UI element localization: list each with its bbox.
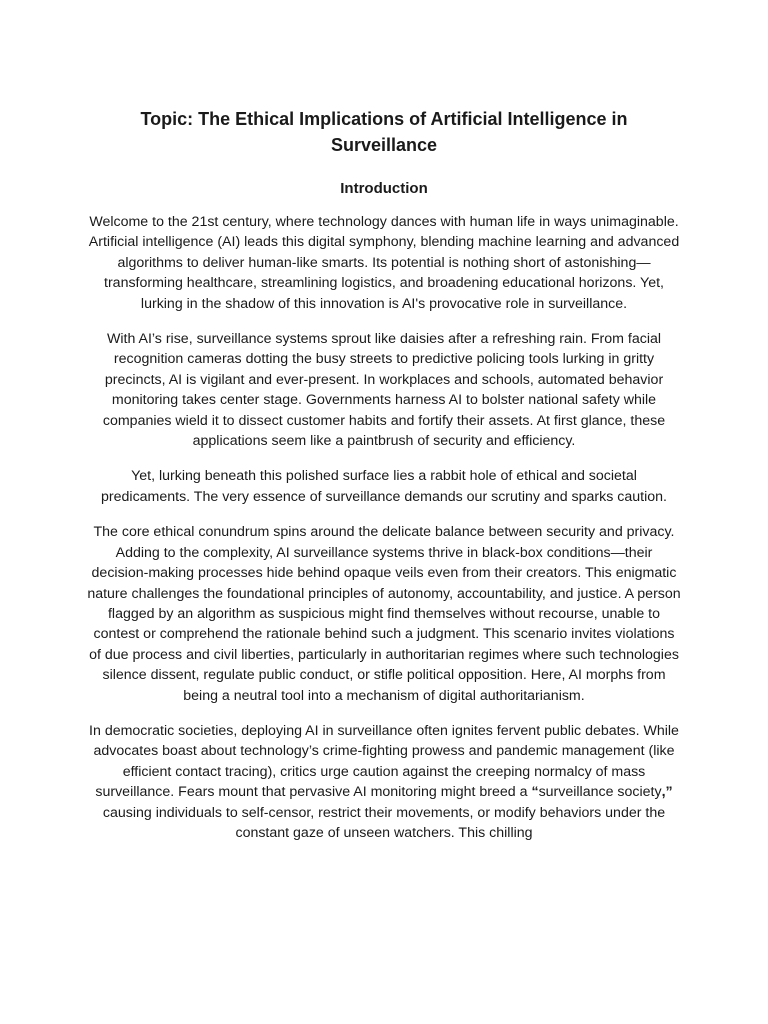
- paragraph-5-text-start: In democratic societies, deploying AI in surveillance often ignites fervent public debates. While advocates boast about technology’s crime-fighting prowess and pandemic management (like efficient contact tracing), critics urge caution against the creeping normalcy of mass surveillance. Fears mount that pervasive AI monitoring might breed a: [89, 722, 679, 801]
- paragraph-2: With AI’s rise, surveillance systems sprout like daisies after a refreshing rain. From facial recognition cameras dotting the busy streets to predictive policing tools lurking in gritty precincts, AI is vigilant and ever-present. In workplaces and schools, automated behavior monitoring takes center stage. Governments harness AI to bolster national safety while companies wield it to dissect customer habits and fortify their assets. At first glance, these applications seem like a paintbrush of security and efficiency.: [102, 331, 666, 450]
- document-title: Topic: The Ethical Implications of Artificial Intelligence in Surveillance: [140, 109, 628, 155]
- paragraph-4: The core ethical conundrum spins around the delicate balance between security and privacy. Adding to the complexity, AI surveillance systems thrive in black-box conditions—their decision-making processes hide behind opaque veils even from their creators. This enigmatic nature challenges the foundational principles of autonomy, accountability, and justice. A person flagged by an algorithm as suspicious might find themselves without recourse, unable to contest or comprehend the rationale behind such a judgment. This scenario invites violations of due process and civil liberties, particularly in authoritarian regimes where such technologies silence dissent, regulate public conduct, or stifle political opposition. Here, AI morphs from being a neutral tool into a mechanism of digital authoritarianism.: [87, 524, 681, 704]
- paragraph-5-text-end: causing individuals to self-censor, restrict their movements, or modify behaviors under the constant gaze of unseen watchers. This chilling: [102, 804, 666, 841]
- close-quote-mark: ,”: [661, 784, 673, 801]
- paragraph-3: Yet, lurking beneath this polished surface lies a rabbit hole of ethical and societal predicaments. The very essence of surveillance demands our scrutiny and sparks caution.: [101, 468, 667, 505]
- section-heading-introduction: Introduction: [340, 180, 428, 197]
- paragraph-5: [86, 721, 682, 843]
- quoted-phrase: surveillance society: [538, 784, 662, 801]
- paragraph-1: Welcome to the 21st century, where technology dances with human life in ways unimaginable. Artificial intelligence (AI) leads this digital symphony, blending machine learning and advanced algorithms to deliver human-like smarts. Its potential is nothing short of astonishing—transforming healthcare, streamlining logistics, and broadening educational horizons. Yet, lurking in the shadow of this innovation is AI's provocative role in surveillance.: [88, 214, 680, 312]
- open-quote-mark: “: [531, 784, 539, 801]
